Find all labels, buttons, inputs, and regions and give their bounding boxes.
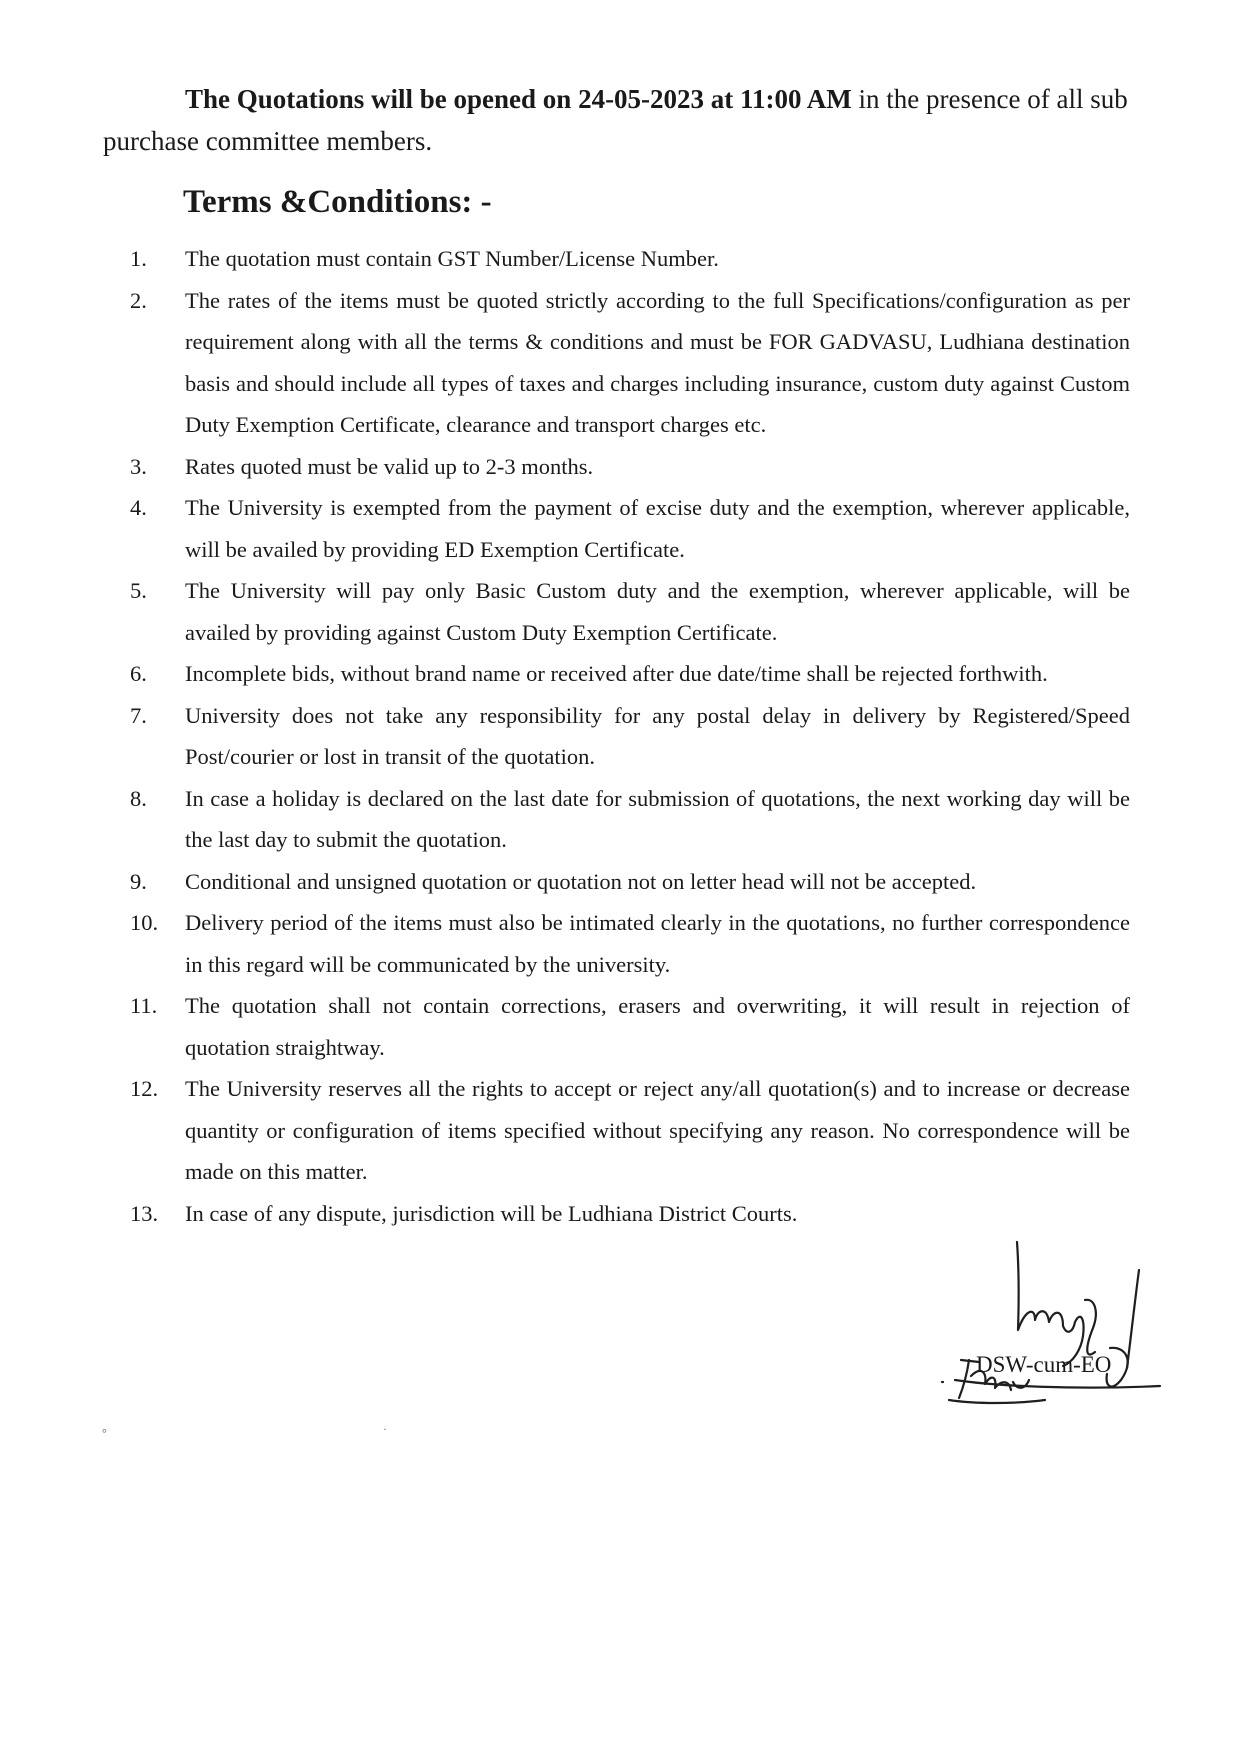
term-number: 13. xyxy=(130,1200,159,1226)
term-text: The rates of the items must be quoted strictly according to the full Specifications/configuration as per requirement along with all the terms & conditions and must be FOR GADVASU, Ludhiana destination basis and should include all types of taxes and charges including insurance, custom duty against Custom Duty Exemption Certificate, clearance and transport charges etc. xyxy=(185,287,1130,437)
term-item xyxy=(130,695,1130,778)
term-item xyxy=(130,238,1130,280)
term-item xyxy=(130,280,1130,446)
term-text: Conditional and unsigned quotation or quotation not on letter head will not be accepted. xyxy=(185,868,977,894)
term-item xyxy=(130,653,1130,695)
signature-block xyxy=(935,1240,1175,1440)
term-number: 6. xyxy=(130,661,147,686)
term-number: 4. xyxy=(130,495,147,520)
term-number: 8. xyxy=(130,785,147,811)
signature-scribble xyxy=(935,1240,1175,1440)
terms-list xyxy=(130,238,1130,1234)
term-item xyxy=(130,985,1130,1068)
term-number: 11. xyxy=(130,993,158,1018)
term-text: The University will pay only Basic Custom duty and the exemption, wherever applicable, will be availed by providing against Custom Duty Exemption Certificate. xyxy=(185,578,1130,645)
term-number: 7. xyxy=(130,702,147,728)
term-text: Delivery period of the items must also be intimated clearly in the quotations, no further correspondence in this regard will be communicated by the university. xyxy=(185,910,1130,977)
terms-heading: Terms &Conditions: - xyxy=(183,184,492,220)
term-text: The University is exempted from the payment of excise duty and the exemption, wherever applicable, will be availed by providing ED Exemption Certificate. xyxy=(185,495,1130,562)
term-item xyxy=(130,902,1130,985)
term-text: Rates quoted must be valid up to 2-3 months. xyxy=(185,453,594,479)
term-number: 12. xyxy=(130,1076,159,1101)
term-item xyxy=(130,1193,1130,1235)
term-text: The quotation shall not contain corrections, erasers and overwriting, it will result in rejection of quotation straightway. xyxy=(185,993,1130,1060)
opening-notice xyxy=(103,78,1133,162)
opening-rest-text: in the presence of all sub purchase committee members. xyxy=(103,84,1128,156)
term-text: The University reserves all the rights to accept or reject any/all quotation(s) and to increase or decrease quantity or configuration of items specified without specifying any reason. No correspondence will be made on this matter. xyxy=(185,1076,1130,1184)
term-text: In case a holiday is declared on the last date for submission of quotations, the next working day will be the last day to submit the quotation. xyxy=(185,785,1130,852)
term-item xyxy=(130,487,1130,570)
term-number: 10. xyxy=(130,910,159,935)
term-number: 2. xyxy=(130,287,147,313)
signature-designation: DSW-cum-EO xyxy=(976,1352,1112,1377)
term-text: In case of any dispute, jurisdiction will be Ludhiana District Courts. xyxy=(185,1200,798,1226)
term-number: 3. xyxy=(130,453,147,479)
scan-speck: ° xyxy=(102,1426,107,1440)
term-text: The quotation must contain GST Number/License Number. xyxy=(185,246,719,271)
term-text: University does not take any responsibility for any postal delay in delivery by Registered/Speed Post/courier or lost in transit of the quotation. xyxy=(185,702,1130,769)
term-item xyxy=(130,1068,1130,1193)
term-item xyxy=(130,778,1130,861)
term-item xyxy=(130,570,1130,653)
term-text: Incomplete bids, without brand name or received after due date/time shall be rejected forthwith. xyxy=(185,661,1048,686)
term-item xyxy=(130,861,1130,903)
term-number: 1. xyxy=(130,246,147,271)
term-item xyxy=(130,446,1130,488)
term-number: 5. xyxy=(130,578,147,603)
opening-date-text: The Quotations will be opened on 24-05-2023 at 11:00 AM xyxy=(185,84,852,114)
scan-speck: · xyxy=(383,1422,387,1436)
term-number: 9. xyxy=(130,868,147,894)
